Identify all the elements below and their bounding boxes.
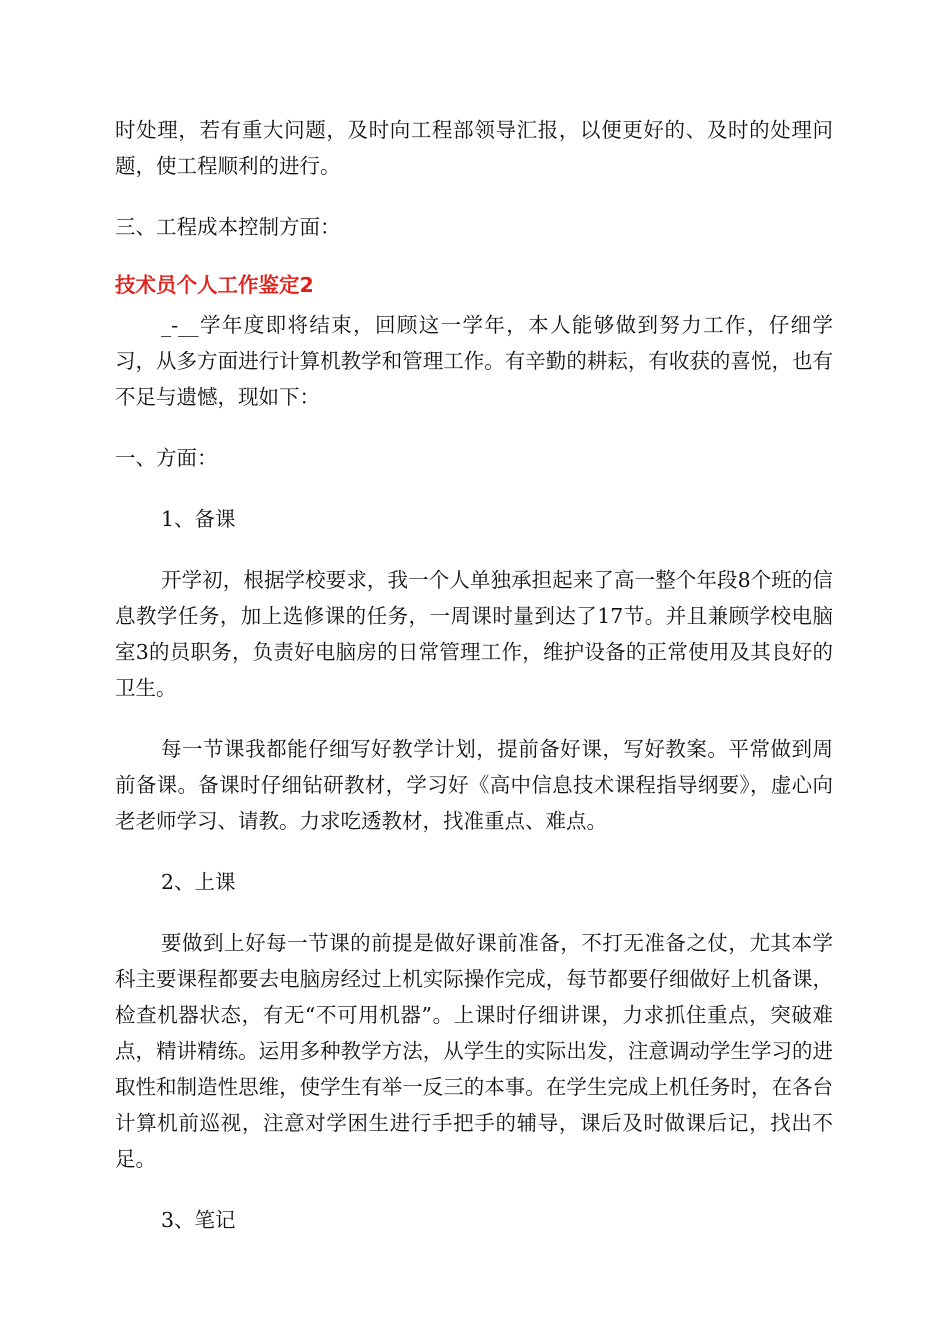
item-title-class: 2、上课 <box>161 870 236 894</box>
prepare-paragraph-1: 开学初，根据学校要求，我一个人单独承担起来了高一整个年段8个班的信息教学任务，加上选修课的任务，一周课时量到达了17节。并且兼顾学校电脑室3的员职务，负责好电脑房的日常管理工作，维护设备的正常使用及其良好的卫生。 <box>115 568 833 700</box>
item-title-notes: 3、笔记 <box>161 1208 236 1232</box>
continuation-paragraph: 时处理，若有重大问题，及时向工程部领导汇报，以便更好的、及时的处理问题，使工程顺利的进行。 <box>115 118 833 178</box>
prepare-paragraph-2: 每一节课我都能仔细写好教学计划，提前备好课，写好教案。平常做到周前备课。备课时仔细钻研教材，学习好《高中信息技术课程指导纲要》，虚心向老老师学习、请教。力求吃透教材，找准重点、难点。 <box>115 737 833 833</box>
intro-paragraph: _-__学年度即将结束，回顾这一学年，本人能够做到努力工作，仔细学习，从多方面进行计算机教学和管理工作。有辛勤的耕耘，有收获的喜悦，也有不足与遗憾，现如下： <box>115 313 833 409</box>
class-paragraph: 要做到上好每一节课的前提是做好课前准备，不打无准备之仗，尤其本学科主要课程都要去电脑房经过上机实际操作完成，每节都要仔细做好上机备课，检查机器状态，有无“不可用机器”。上课时仔细讲课，力求抓住重点，突破难点，精讲精练。运用多种教学方法，从学生的实际出发，注意调动学生学习的进取性和制造性思维，使学生有举一反三的本事。在学生完成上机任务时，在各台计算机前巡视，注意对学困生进行手把手的辅导，课后及时做课后记，找出不足。 <box>115 931 833 1171</box>
section-heading-one: 一、方面： <box>115 446 218 470</box>
article-title: 技术员个人工作鉴定2 <box>115 273 314 297</box>
section-heading-cost-control: 三、工程成本控制方面： <box>115 215 341 239</box>
document-body <box>115 112 833 1238</box>
item-title-prepare: 1、备课 <box>161 507 236 531</box>
